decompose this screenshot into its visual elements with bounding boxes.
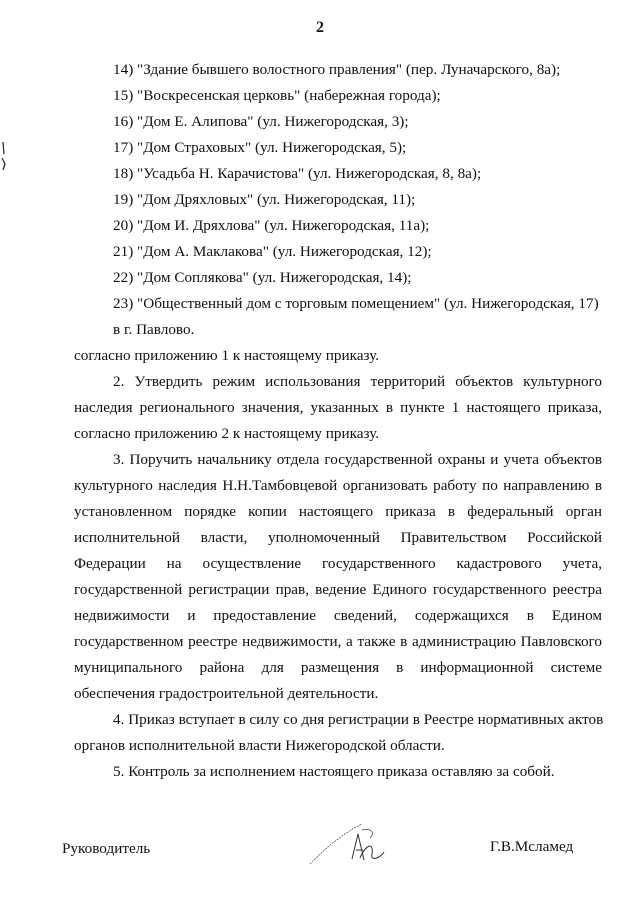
- paragraph-4-line: 4. Приказ вступает в силу со дня регистрации в Реестре нормативных актов: [113, 711, 604, 728]
- paragraph-3-line: 3. Поручить начальнику отдела государственной охраны и учета объектов: [113, 451, 602, 468]
- paragraph-3-line: установленном порядке копии настоящего приказа в федеральный орган: [74, 503, 602, 520]
- list-item-23-continued: в г. Павлово.: [113, 321, 195, 338]
- paragraph-3-line: исполнительной власти, уполномоченный Правительством Российской: [74, 529, 602, 546]
- signatory-role: Руководитель: [62, 840, 151, 857]
- page-number: 2: [316, 19, 324, 36]
- annex-reference: согласно приложению 1 к настоящему приказу.: [74, 347, 380, 364]
- handwritten-signature: [300, 814, 410, 879]
- list-item-15: 15) "Воскресенская церковь" (набережная города);: [113, 87, 441, 104]
- paragraph-2-line: 2. Утвердить режим использования территорий объектов культурного: [113, 373, 602, 390]
- list-item-23: 23) "Общественный дом с торговым помещением" (ул. Нижегородская, 17): [113, 295, 599, 312]
- paragraph-2-line: наследия регионального значения, указанных в пункте 1 настоящего приказа,: [74, 399, 602, 416]
- list-item-20: 20) "Дом И. Дряхлова" (ул. Нижегородская, 11а);: [113, 217, 430, 234]
- paragraph-2-line: согласно приложению 2 к настоящему приказу.: [74, 425, 380, 442]
- list-item-18: 18) "Усадьба Н. Карачистова" (ул. Нижегородская, 8, 8а);: [113, 165, 482, 182]
- list-item-17: 17) "Дом Страховых" (ул. Нижегородская, 5);: [113, 139, 407, 156]
- margin-mark: [0, 140, 10, 185]
- list-item-19: 19) "Дом Дряхловых" (ул. Нижегородская, 11);: [113, 191, 416, 208]
- paragraph-3-line: недвижимости и предоставление сведений, содержащихся в Едином: [74, 607, 602, 624]
- list-item-21: 21) "Дом А. Маклакова" (ул. Нижегородская, 12);: [113, 243, 432, 260]
- signature-block: [0, 810, 640, 880]
- list-item-16: 16) "Дом Е. Алипова" (ул. Нижегородская, 3);: [113, 113, 409, 130]
- paragraph-3-line: государственной регистрации прав, ведение Единого государственного реестра: [74, 581, 602, 598]
- paragraph-4-line: органов исполнительной власти Нижегородской области.: [74, 737, 445, 754]
- paragraph-3-line: государственном реестре недвижимости, а также в администрацию Павловского: [74, 633, 602, 650]
- signatory-name: Г.В.Мсламед: [490, 838, 574, 855]
- paragraph-3-line: муниципального района для размещения в информационной системе: [74, 659, 602, 676]
- paragraph-5-line: 5. Контроль за исполнением настоящего приказа оставляю за собой.: [113, 763, 555, 780]
- list-item-22: 22) "Дом Соплякова" (ул. Нижегородская, 14);: [113, 269, 412, 286]
- paragraph-3-line: Федерации на осуществление государственного кадастрового учета,: [74, 555, 602, 572]
- paragraph-3-line: обеспечения градостроительной деятельности.: [74, 685, 379, 702]
- paragraph-3-line: культурного наследия Н.Н.Тамбовцевой организовать работу по направлению в: [74, 477, 602, 494]
- list-item-14: 14) "Здание бывшего волостного правления" (пер. Луначарского, 8а);: [113, 61, 561, 78]
